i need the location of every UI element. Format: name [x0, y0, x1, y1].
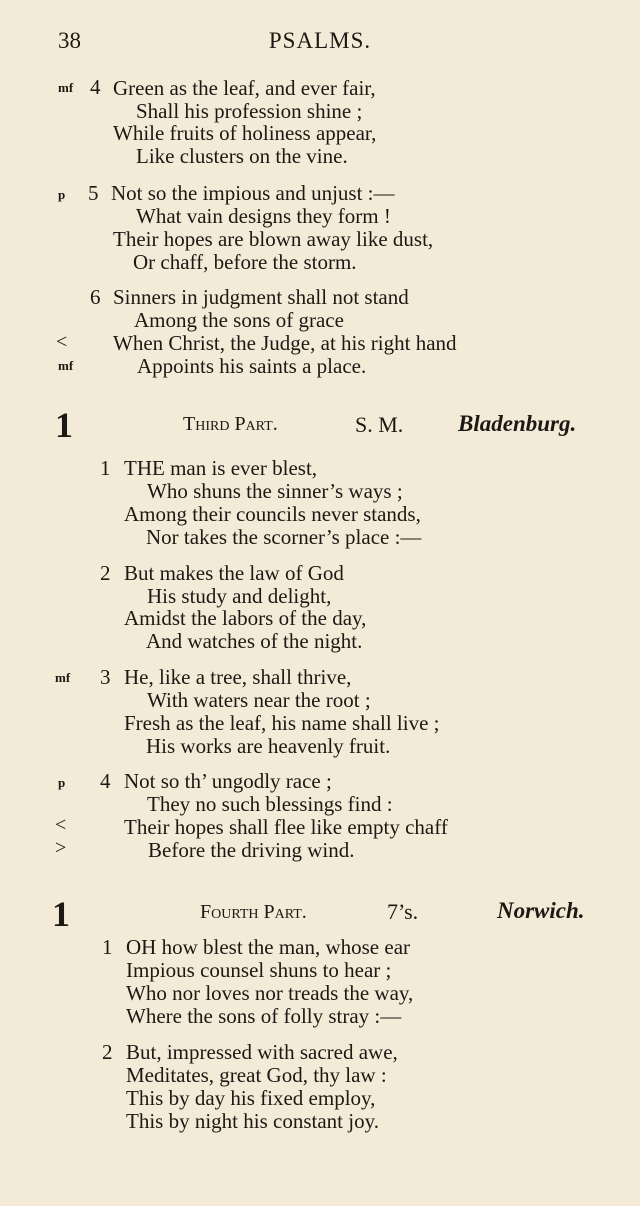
part-heading: Fourth Part. — [200, 901, 307, 923]
stanza-number: 5 — [88, 181, 99, 205]
verse-line: Appoints his saints a place. — [137, 354, 367, 378]
crescendo-mark: < — [56, 331, 68, 353]
dynamic-mark: mf — [55, 670, 71, 685]
verse-line: They no such blessings find : — [147, 792, 393, 816]
verse-line: Or chaff, before the storm. — [133, 250, 357, 274]
verse-line: And watches of the night. — [146, 629, 363, 653]
stanza-number: 4 — [100, 769, 111, 793]
verse-line: Like clusters on the vine. — [136, 144, 348, 168]
verse-line: Where the sons of folly stray :— — [126, 1004, 402, 1028]
verse-line: With waters near the root ; — [147, 688, 371, 712]
verse-line: Fresh as the leaf, his name shall live ; — [124, 711, 440, 735]
verse-line: This by day his fixed employ, — [126, 1086, 376, 1110]
crescendo-mark: < — [55, 814, 67, 836]
meter-label: 7’s. — [387, 899, 419, 924]
verse-line: Among the sons of grace — [134, 308, 344, 332]
verse-line: Who shuns the sinner’s ways ; — [147, 479, 403, 503]
verse-line: Their hopes are blown away like dust, — [113, 227, 434, 251]
diminuendo-mark: > — [55, 837, 67, 859]
stanza-number: 3 — [100, 665, 111, 689]
verse-line: Not so th’ ungodly race ; — [124, 769, 332, 793]
verse-line: Impious counsel shuns to hear ; — [126, 958, 392, 982]
dynamic-mark: p — [58, 775, 66, 790]
verse-line: Before the driving wind. — [148, 838, 355, 862]
verse-line: Shall his profession shine ; — [136, 99, 363, 123]
tune-name: Norwich. — [497, 898, 585, 923]
verse-line: Not so the impious and unjust :— — [111, 181, 395, 205]
running-title: PSALMS. — [268, 28, 372, 53]
verse-line: Sinners in judgment shall not stand — [113, 285, 409, 309]
part-heading: Third Part. — [183, 413, 278, 435]
verse-line: OH how blest the man, whose ear — [126, 935, 411, 959]
verse-line: His study and delight, — [147, 584, 332, 608]
verse-line: Meditates, great God, thy law : — [126, 1063, 387, 1087]
stanza-number: 2 — [100, 561, 111, 585]
dynamic-mark: mf — [58, 80, 74, 95]
verse-line: But makes the law of God — [124, 561, 344, 585]
verse-line: Amidst the labors of the day, — [124, 606, 367, 630]
meter-label: S. M. — [355, 412, 404, 437]
verse-line: Among their councils never stands, — [124, 502, 421, 526]
verse-line: When Christ, the Judge, at his right hand — [113, 331, 457, 355]
stanza-number: 1 — [100, 456, 111, 480]
stanza-number: 4 — [90, 75, 101, 99]
verse-line: But, impressed with sacred awe, — [126, 1040, 398, 1064]
stanza-number: 6 — [90, 285, 101, 309]
tune-name: Bladenburg. — [458, 411, 577, 436]
verse-line: Nor takes the scorner’s place :— — [146, 525, 422, 549]
verse-line: This by night his constant joy. — [126, 1109, 379, 1133]
verse-line: Green as the leaf, and ever fair, — [113, 76, 376, 100]
page-number: 38 — [58, 28, 81, 53]
psalm-number: 1 — [52, 894, 70, 934]
verse-line: What vain designs they form ! — [136, 204, 391, 228]
verse-line: His works are heavenly fruit. — [146, 734, 391, 758]
psalm-number: 1 — [55, 405, 73, 445]
dynamic-mark: mf — [58, 358, 74, 373]
stanza-number: 1 — [102, 935, 113, 959]
page-header — [0, 28, 640, 58]
verse-line: Who nor loves nor treads the way, — [126, 981, 414, 1005]
verse-line: He, like a tree, shall thrive, — [124, 665, 352, 689]
stanza-number: 2 — [102, 1040, 113, 1064]
verse-line: THE man is ever blest, — [124, 456, 318, 480]
verse-line: Their hopes shall flee like empty chaff — [124, 815, 448, 839]
dynamic-mark: p — [58, 187, 66, 202]
verse-line: While fruits of holiness appear, — [113, 121, 377, 145]
